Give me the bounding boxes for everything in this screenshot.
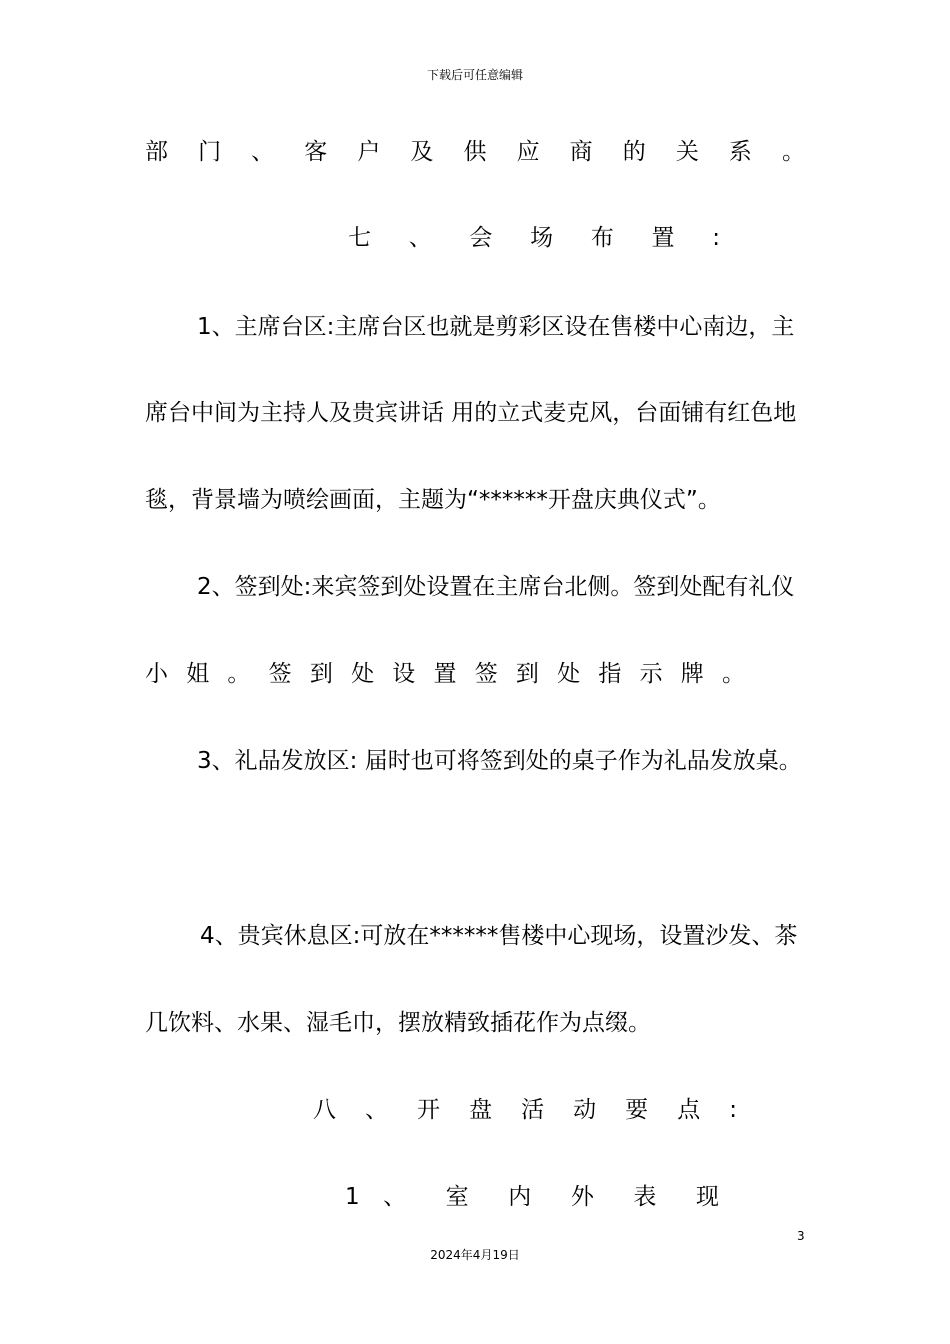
paragraph-line: 1、主席台区:主席台区也就是剪彩区设在售楼中心南边，主 [197,314,795,340]
footer-date: 2024年4月19日 [430,1248,520,1262]
text-line: 部 门 、 客 户 及 供 应 商 的 关 系 。 [145,139,805,165]
section-heading: 七 、 会 场 布 置 : [348,225,720,251]
section-heading: 八 、 开 盘 活 动 要 点 : [313,1097,737,1123]
paragraph-line: 3、礼品发放区: 届时也可将签到处的桌子作为礼品发放桌。 [197,748,802,774]
page-header: 下载后可任意编辑 [426,68,523,82]
paragraph-line: 几饮料、水果、湿毛巾，摆放精致插花作为点缀。 [145,1010,651,1036]
paragraph-line: 席台中间为主持人及贵宾讲话 用的立式麦克风，台面铺有红色地 [145,400,797,426]
paragraph-line: 2、签到处:来宾签到处设置在主席台北侧。签到处配有礼仪 [197,574,795,600]
paragraph-line: 小 姐 。 签 到 处 设 置 签 到 处 指 示 牌 。 [145,661,745,687]
subsection-heading: 1 、 室 内 外 表 现 [345,1184,719,1210]
page-number: 3 [797,1229,805,1243]
paragraph-line: 毯，背景墙为喷绘画面，主题为“******开盘庆典仪式”。 [145,487,721,513]
paragraph-line: 4、贵宾休息区:可放在******售楼中心现场，设置沙发、茶 [200,923,798,949]
